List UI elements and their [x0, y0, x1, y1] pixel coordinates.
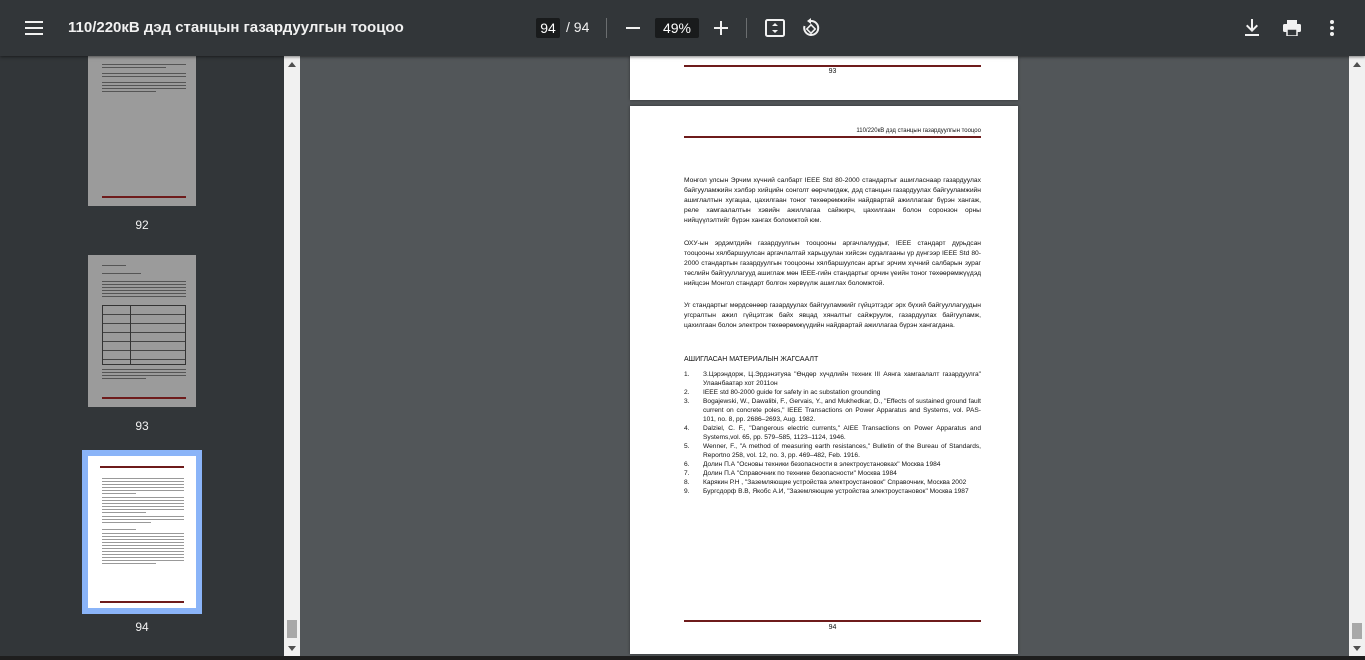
zoom-level-input[interactable]: 49%	[655, 18, 699, 38]
zoom-out-button[interactable]	[620, 14, 646, 42]
reference-item: 5. Wenner, F., "A method of measuring earth resistances," Bulletin of the Bureau of Standards, Reportno 258, vol. 12, no. 3, pp. 469–482, Feb. 1916.	[684, 443, 981, 459]
paragraph: Монгол улсын Эрчим хүчний салбарт IEEE Std 80-2000 стандартыг ашигласнаар газардуулах байгууламжийн хэлбэр хийцийн сонголт өөрчлөгдөж, дэд станцын газардуулах байгууламжийн ашиглалтын хугацаа, цахилгаан тоног төхөөрөмжийн найдвартай ажиллагааг бүрэн хангаж, реле хамгаалалтын хэвийн ажиллагаа сайжирч, цахилгаан болон соронзон орны нийцүүлэлтийг бүрэн хангах боломжтой юм.	[684, 177, 981, 224]
zoom-in-button[interactable]	[708, 14, 734, 42]
page-number: 93	[828, 68, 837, 75]
minus-icon	[626, 21, 640, 35]
sidebar-scrollbar[interactable]	[284, 56, 300, 660]
thumbnail-label: 94	[135, 620, 149, 634]
download-button[interactable]	[1240, 14, 1264, 42]
page-94	[630, 106, 1018, 654]
references-heading: АШИГЛАСАН МАТЕРИАЛЫН ЖАГСААЛТ	[684, 356, 819, 363]
scroll-up-arrow-icon[interactable]	[288, 62, 296, 67]
footer-rule	[684, 65, 981, 67]
page-number-input[interactable]: 94	[536, 18, 560, 38]
document-viewer	[300, 56, 1349, 660]
print-button[interactable]	[1280, 14, 1304, 42]
scroll-down-arrow-icon[interactable]	[288, 646, 296, 651]
print-icon	[1283, 20, 1301, 36]
more-vert-icon	[1330, 20, 1334, 36]
reference-item: 7. Долин П.А "Справочник по технике безопасности" Москва 1984	[684, 470, 897, 477]
thumbnail-label: 92	[135, 218, 149, 232]
reference-item: 1. З.Цэрэндорж, Ц.Эрдэнэтуяа "Өндөр хүчдлийн техник III Аянга хамгаалалт газардуулга" Улаанбаатар хот 2011он	[684, 371, 981, 387]
viewer-scrollbar[interactable]	[1349, 56, 1365, 660]
document-title: 110/220кВ дэд станцын газардуулгын тооцоо	[68, 19, 404, 36]
references-list	[684, 370, 981, 496]
reference-item: 4. Dalziel, C. F., "Dangerous electric currents," AIEE Transactions on Power Apparatus and Systems,vol. 65, pp. 579–585, 1123–1124, 1946.	[684, 425, 981, 441]
rotate-icon	[801, 18, 821, 38]
thumbnail-sidebar	[0, 56, 284, 660]
rotate-button[interactable]	[798, 14, 824, 42]
fit-page-icon	[765, 19, 785, 37]
fit-page-button[interactable]	[762, 14, 788, 42]
toolbar-divider	[606, 18, 607, 38]
plus-icon	[714, 21, 728, 35]
scroll-down-arrow-icon[interactable]	[1353, 646, 1361, 651]
thumbnail-page-93[interactable]	[88, 255, 196, 407]
reference-item: 2. IEEE std 80-2000 guide for safety in ac substation grounding	[684, 389, 881, 396]
paragraph: Уг стандартыг мөрдсөнөөр газардуулах байгууламжийг гүйцэтгэдэг эрх бүхий байгууллагуудын угсралтын ажил гүйцэтгэж байх явцад хяналтыг сайжруулж, газардуулах байгууламж, цахилгаан болон электрон төхөөрөмжүүдийн найдвартай ажиллагаа бүрэн хангагдана.	[684, 302, 981, 329]
header-rule	[684, 136, 981, 138]
pdf-toolbar	[0, 0, 1365, 56]
viewer-scrollbar-thumb[interactable]	[1352, 623, 1362, 639]
download-icon	[1244, 19, 1260, 37]
thumbnail-page-92[interactable]	[88, 56, 196, 206]
window-bottom-edge	[0, 656, 1365, 660]
running-header: 110/220кВ дэд станцын газардуулгын тооцоо	[856, 128, 981, 134]
page-number: 94	[828, 624, 837, 631]
toolbar-divider	[746, 18, 747, 38]
page-93	[630, 56, 1018, 100]
paragraph: ОХУ-ын эрдэмтдийн газардуулгын тооцооны аргачлалуудыг, IEEE стандарт дурьдсан тооцооны хялбаршуулсан аргачлалтай харьцуулан хийсэн судалгааны үр дүнгээр IEEE Std 80-2000 стандартын газардуулгын тооцооны хялбаршуулсан аргыг эрчим хүчний салбарын зураг төслийн байгууллагууд ашиглаж мөн IEEE-гийн стандартыг орчин үеийн тоног төхөөрөмжүүдэд нийцсэн Монгол стандарт болгон хөрвүүлж ашиглах боломжтой.	[684, 240, 981, 287]
thumbnail-page-94[interactable]	[88, 456, 196, 608]
scroll-up-arrow-icon[interactable]	[1353, 62, 1361, 67]
more-options-button[interactable]	[1320, 14, 1344, 42]
reference-item: 6. Долин П.А "Основы техники безопасности в электроустановках" Москва 1984	[684, 461, 941, 468]
reference-item: 3. Bogajewski, W., Dawalibi, F., Gervais, Y., and Mukhedkar, D., "Effects of sustained ground fault current on concrete poles," IEEE Transactions on Power Apparatus and Systems, vol. PAS-101, no. 8, pp. 2686–2693, Aug. 1982.	[684, 398, 981, 423]
menu-icon[interactable]	[20, 14, 48, 42]
reference-item: 8. Карякин Р.Н , "Заземляющие устройства электроустановок" Справочник, Москва 2002	[684, 479, 967, 486]
thumbnail-label: 93	[135, 419, 149, 433]
footer-rule	[684, 620, 981, 622]
page-total: / 94	[566, 19, 590, 35]
reference-item: 9. Бургсдорф В.В, Якобс А.И, "Заземляющие устройства электроустановок" Москва 1987	[684, 488, 969, 495]
sidebar-scrollbar-thumb[interactable]	[287, 620, 297, 638]
